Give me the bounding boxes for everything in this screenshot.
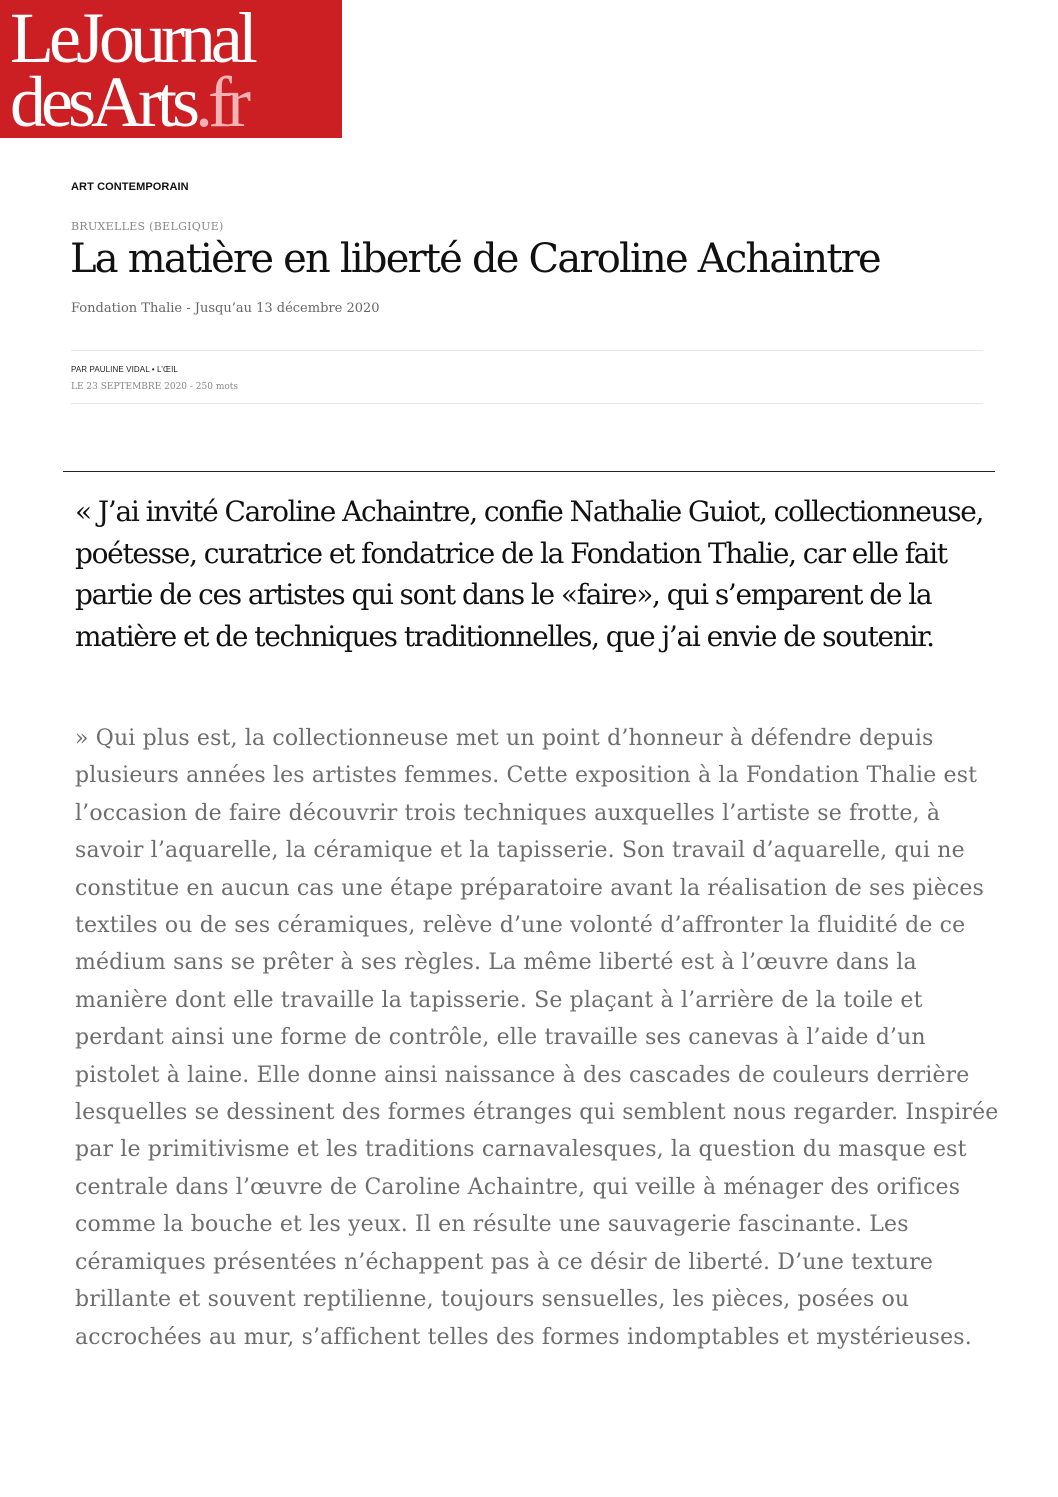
article-body: » Qui plus est, la collectionneuse met un point d’honneur à défendre depuis plusieurs années les artistes femmes. Cette exposition à la Fondation Thalie est l’occasion de faire découvrir trois techniques auxquelles l’artiste se frotte, à savoir l’aquarelle, la céramique et la tapisserie. Son travail d’aquarelle, qui ne constitue en aucun cas une étape préparatoire avant la réalisation de ses pièces textiles ou de ses céramiques, relève d’une volonté d’affronter la fluidité de ce médium sans se prêter à ses règles. La même liberté est à l’œuvre dans la manière dont elle travaille la tapisserie. Se plaçant à l’arrière de la toile et perdant ainsi une forme de contrôle, elle travaille ses canevas à l’aide d’un pistolet à laine. Elle donne ainsi naissance à des cascades de couleurs derrière lesquelles se dessinent des formes étranges qui semblent nous regarder. Inspirée par le primitivisme et les traditions carnavalesques, la question du masque est centrale dans l’œuvre de Caroline Achaintre, qui veille à ménager des orifices comme la bouche et les yeux. Il en résulte une sauvagerie fascinante. Les céramiques présentées n’échappent pas à ce désir de liberté. D’une texture brillante et souvent reptilienne, toujours sensuelles, les pièces, posées ou accrochées au mur, s’affichent telles des formes indomptables et mystérieuses.	[75, 726, 999, 1350]
article-rubric[interactable]: ART CONTEMPORAIN	[71, 181, 189, 193]
divider-bottom	[71, 403, 983, 404]
article-dateline: LE 23 SEPTEMBRE 2020 - 250 mots	[71, 382, 239, 392]
section-rule	[63, 471, 995, 472]
divider-top	[71, 350, 983, 351]
logo-tld: .fr	[194, 62, 246, 142]
logo-line-1: LeJournal	[10, 0, 253, 78]
article-title: La matière en liberté de Caroline Achaintre	[70, 236, 880, 282]
logo-name: desArts	[10, 62, 195, 142]
site-logo[interactable]	[0, 0, 342, 142]
article-location: BRUXELLES (BELGIQUE)	[71, 220, 224, 233]
logo-line-2	[10, 62, 342, 142]
article-lead: « J’ai invité Caroline Achaintre, confie Nathalie Guiot, collectionneuse, poétesse, curatrice et fondatrice de la Fondation Thalie, car elle fait partie de ces artistes qui sont dans le «faire», qui s’emparent de la matière et de techniques traditionnelles, que j’ai envie de soutenir.	[75, 495, 984, 653]
article-byline[interactable]: PAR PAULINE VIDAL • L’ŒIL	[71, 365, 178, 374]
article-subtitle: Fondation Thalie - Jusqu’au 13 décembre 2020	[71, 301, 380, 316]
